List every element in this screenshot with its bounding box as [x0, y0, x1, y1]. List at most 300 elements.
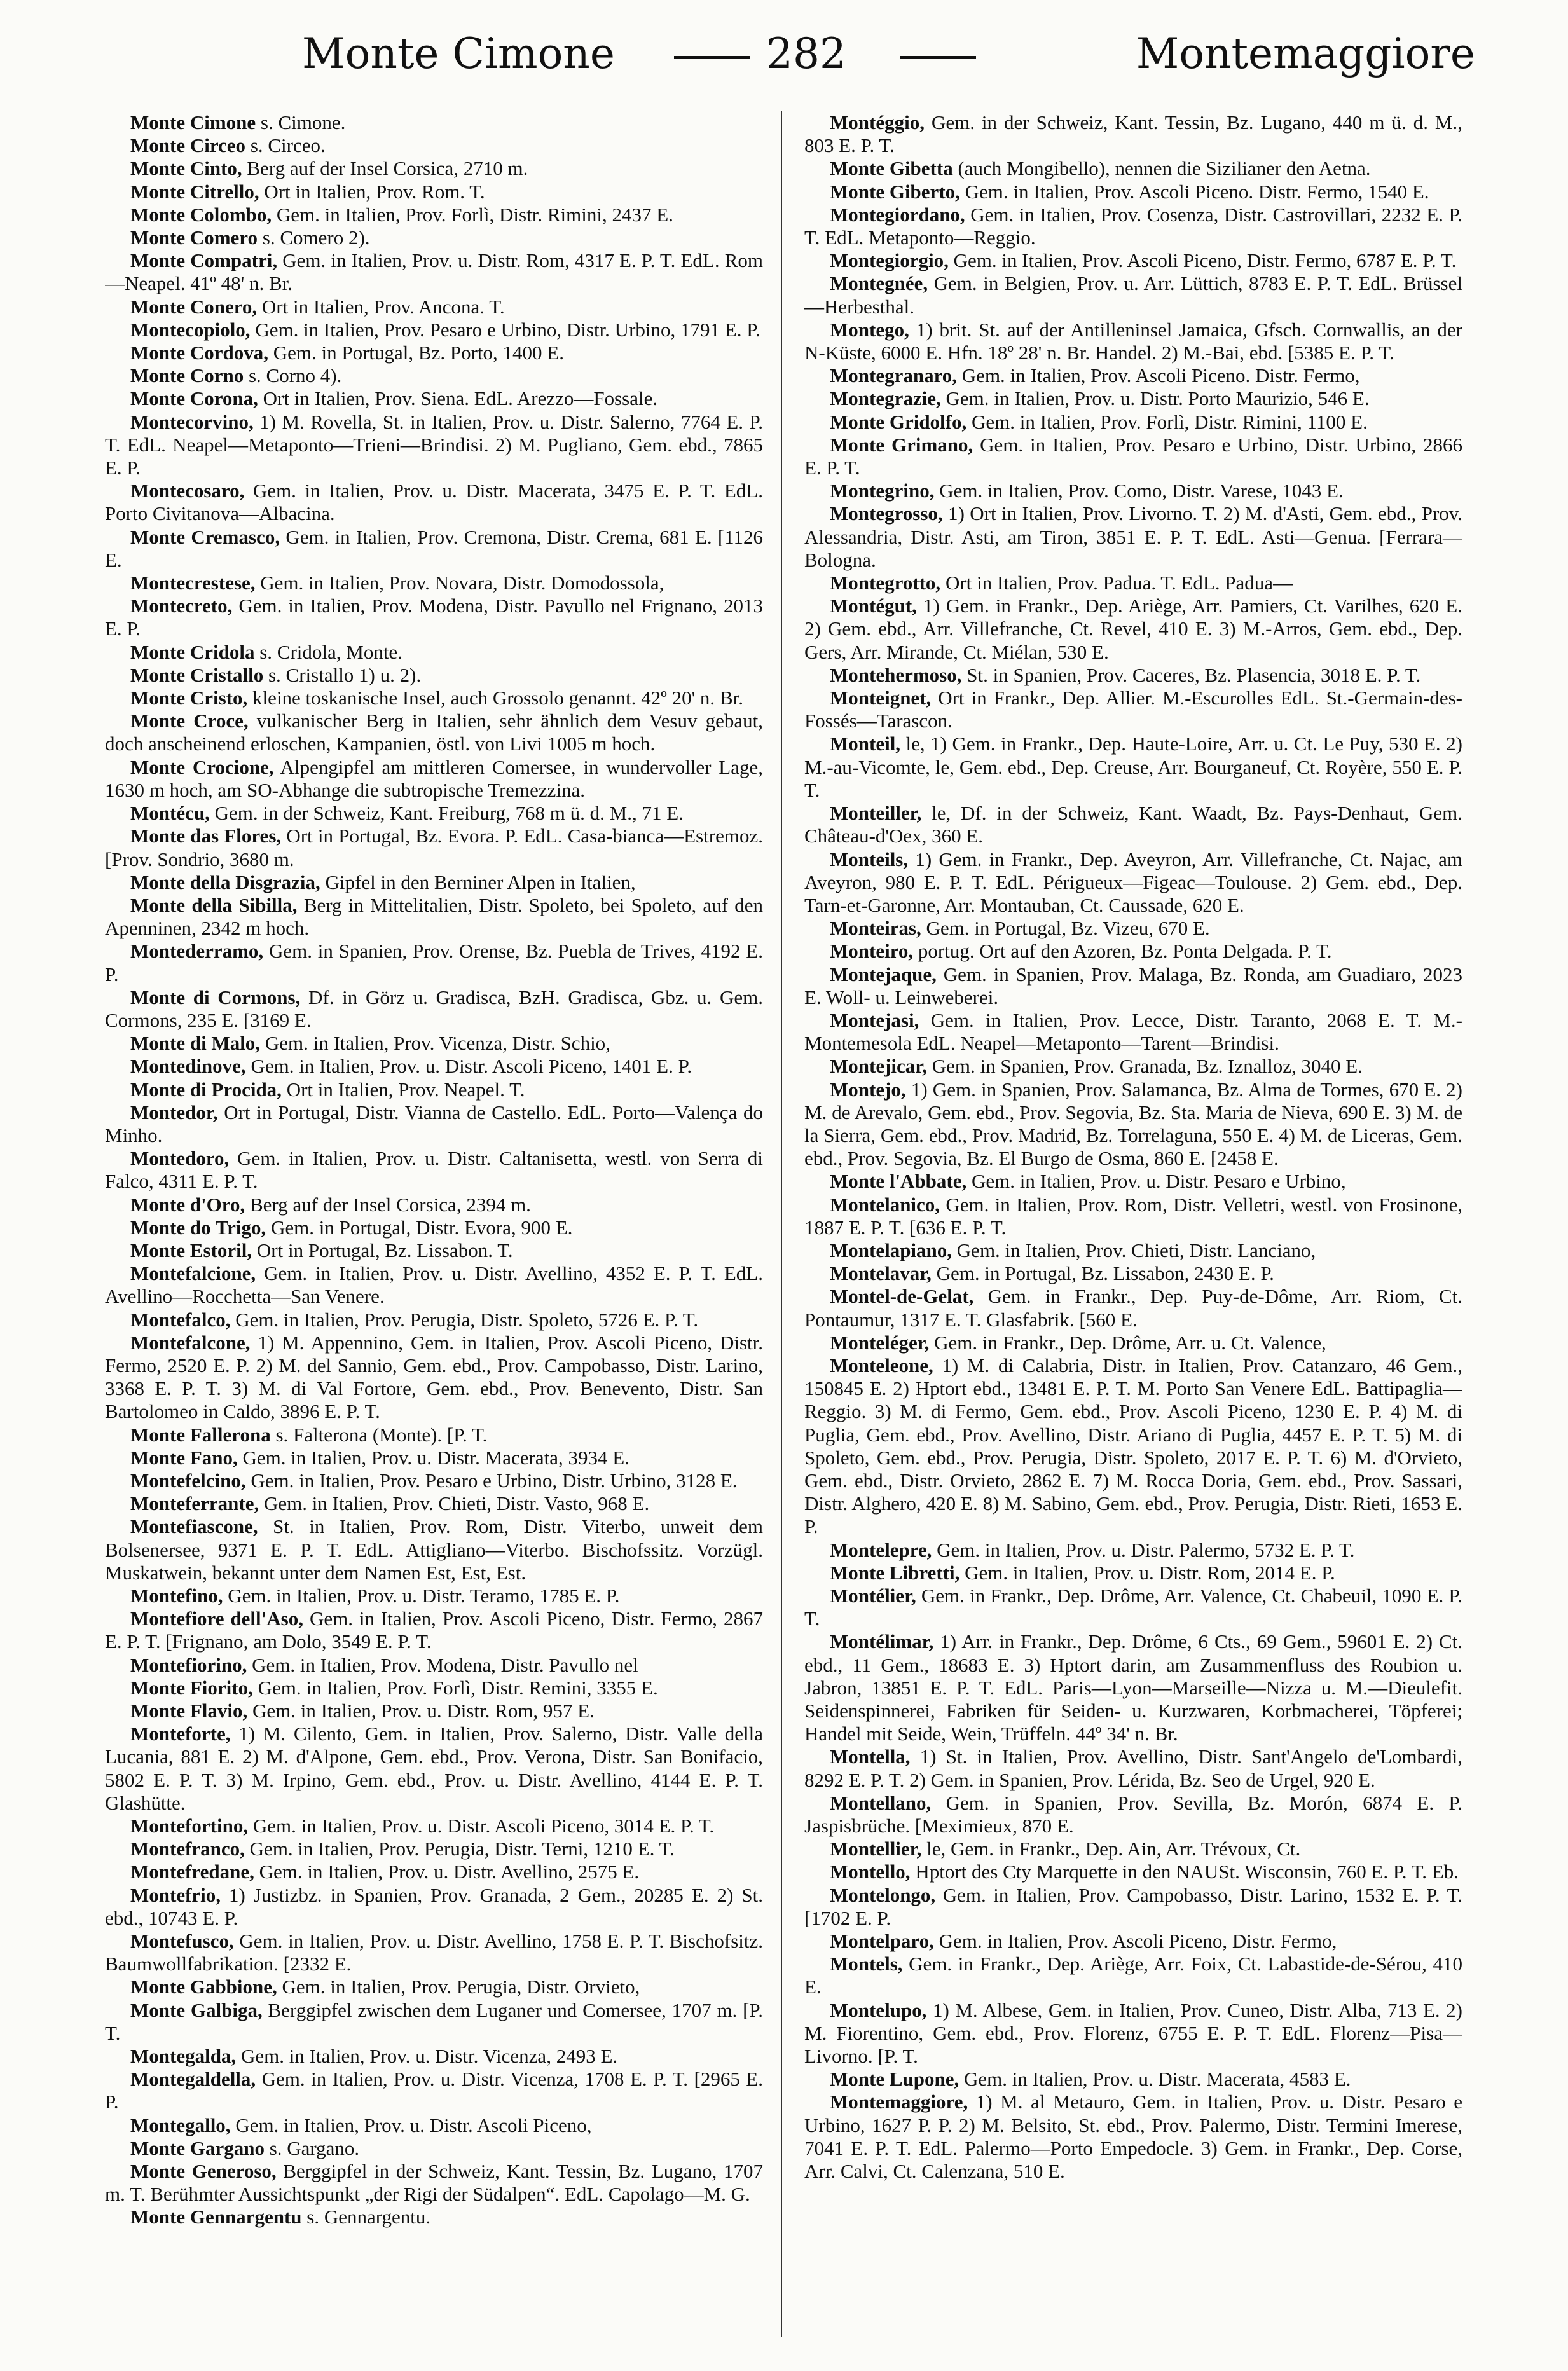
- entry-text: Gem. in Italien, Prov. u. Distr. Rom, 4317 E. P. T. EdL. Rom—Neapel. 41º 48' n. Br.: [105, 249, 763, 295]
- entry-text: Gem. in Italien, Prov. Pesaro e Urbino, Distr. Urbino, 1791 E. P.: [250, 318, 760, 341]
- entry-text: s. Gennargentu.: [301, 2206, 431, 2229]
- entry-headword: Monte Gargano: [130, 2136, 265, 2159]
- dictionary-entry: [105, 664, 763, 687]
- entry-headword: Montefalco,: [130, 1308, 231, 1331]
- page-header: [111, 25, 1497, 83]
- entry-headword: Montedoro,: [130, 1147, 230, 1170]
- dictionary-entry: [105, 1424, 763, 1447]
- entry-headword: Montego,: [830, 318, 909, 341]
- entry-headword: Montedor,: [130, 1101, 218, 1124]
- entry-headword: Monte das Flores,: [130, 825, 282, 848]
- entry-text: Gipfel in den Berniner Alpen in Italien,: [320, 870, 636, 893]
- entry-headword: Monte d'Oro,: [130, 1193, 245, 1216]
- dictionary-entry: [804, 917, 1462, 940]
- dictionary-entry: [804, 411, 1462, 434]
- entry-text: 1) Gem. in Frankr., Dep. Ariège, Arr. Pamiers, Ct. Varilhes, 620 E. 2) Gem. ebd., Arr. Villefranche, Ct. Revel, 410 E. 3) M.-Arros, Gem. ebd., Dep. Gers, Arr. Mirande, Ct. Miélan, 530 E.: [804, 594, 1462, 663]
- entry-text: 1) M. Rovella, St. in Italien, Prov. u. Distr. Salerno, 7764 E. P. T. EdL. Neapel—Metaponto—Trieni—Brindisi. 2) M. Pugliano, Gem. ebd., 7865 E. P.: [105, 410, 763, 479]
- entry-text: s. Cimone.: [256, 111, 346, 134]
- entry-headword: Monte Cristallo: [130, 663, 264, 686]
- dictionary-entry: [105, 1815, 763, 1838]
- dictionary-entry: [105, 940, 763, 986]
- entry-text: Gem. in Italien, Prov. Campobasso, Distr. Larino, 1532 E. P. T. [1702 E. P.: [804, 1883, 1462, 1929]
- entry-text: Ort in Portugal, Bz. Evora. P. EdL. Casa-bianca—Estremoz. [Prov. Sondrio, 3680 m.: [105, 825, 763, 870]
- dictionary-entry: [804, 319, 1462, 364]
- entry-headword: Montecopiolo,: [130, 318, 251, 341]
- dictionary-entry: [105, 2068, 763, 2113]
- entry-headword: Montecrestese,: [130, 572, 256, 594]
- entry-headword: Montégut,: [830, 594, 917, 617]
- dictionary-entry: [105, 1654, 763, 1677]
- entry-headword: Montefusco,: [130, 1930, 234, 1953]
- dictionary-entry: [105, 1884, 763, 1930]
- dictionary-entry: [804, 1584, 1462, 1630]
- entry-headword: Montecorvino,: [130, 410, 254, 433]
- entry-text: s. Cristallo 1) u. 2).: [263, 663, 422, 686]
- entry-text: s. Corno 4).: [244, 364, 342, 387]
- entry-text: Gem. in Italien, Prov. Ascoli Piceno. Distr. Fermo, 1540 E.: [959, 180, 1429, 203]
- dictionary-entry: [105, 203, 763, 226]
- entry-text: Gem. in Portugal, Bz. Porto, 1400 E.: [268, 341, 564, 364]
- entry-headword: Montellier,: [830, 1838, 922, 1860]
- dictionary-entry: [105, 2045, 763, 2068]
- dictionary-entry: [804, 272, 1462, 318]
- entry-text: kleine toskanische Insel, auch Grossolo genannt. 42º 20' n. Br.: [247, 687, 743, 710]
- entry-headword: Monte Corno: [130, 364, 244, 387]
- entry-text: Df. in Görz u. Gradisca, BzH. Gradisca, Gbz. u. Gem. Cormons, 235 E. [3169 E.: [105, 986, 763, 1031]
- dictionary-entry: [105, 1055, 763, 1078]
- dictionary-entry: [804, 1078, 1462, 1171]
- entry-headword: Montegrotto,: [830, 572, 941, 594]
- entry-headword: Montegaldella,: [130, 2068, 256, 2091]
- dictionary-entry: [105, 319, 763, 341]
- entry-headword: Monteiro,: [830, 940, 914, 963]
- dictionary-entry: [105, 1469, 763, 1492]
- entry-text: Gem. in Frankr., Dep. Puy-de-Dôme, Arr. Riom, Ct. Pontaumur, 1317 E. T. Glasfabrik. [560 E.: [804, 1285, 1462, 1331]
- entry-headword: Monte Generoso,: [130, 2160, 277, 2183]
- dictionary-entry: [804, 1860, 1462, 1883]
- dictionary-entry: [804, 249, 1462, 272]
- entry-text: Gem. in Italien, Prov. Ascoli Piceno, Distr. Fermo, 6787 E. P. T.: [948, 249, 1457, 272]
- entry-headword: Monteils,: [830, 848, 909, 870]
- entry-headword: Montefalcone,: [130, 1331, 251, 1354]
- entry-text: Gem. in Frankr., Dep. Drôme, Arr. u. Ct. Valence,: [929, 1331, 1326, 1354]
- entry-headword: Montegiordano,: [830, 203, 965, 226]
- entry-headword: Monte Grimano,: [830, 433, 973, 456]
- dictionary-entry: [804, 502, 1462, 572]
- entry-text: s. Circeo.: [245, 134, 326, 157]
- entry-text: Berg auf der Insel Corsica, 2394 m.: [245, 1193, 531, 1216]
- entry-text: Gem. in Italien, Prov. Forlì, Distr. Rimini, 2437 E.: [272, 203, 673, 226]
- entry-text: 1) M. Albese, Gem. in Italien, Prov. Cuneo, Distr. Alba, 713 E. 2) M. Fiorentino, Gem. ebd., Prov. Florenz, 6755 E. P. T. EdL. Florenz—Pisa—Livorno. [P. T.: [804, 1998, 1462, 2068]
- entry-headword: Monteiras,: [830, 917, 921, 940]
- entry-headword: Montefino,: [130, 1584, 223, 1607]
- entry-text: Ort in Italien, Prov. Ancona. T.: [257, 295, 505, 318]
- header-dash-right: [900, 56, 976, 59]
- entry-text: Ort in Portugal, Distr. Vianna de Castello. EdL. Porto—Valença do Minho.: [105, 1101, 763, 1146]
- entry-text: Gem. in Italien, Prov. Rom, Distr. Velletri, westl. von Frosinone, 1887 E. P. T. [636 E. P. T.: [804, 1193, 1462, 1239]
- dictionary-entry: [804, 1170, 1462, 1193]
- entry-text: Gem. in Italien, Prov. u. Distr. Palermo, 5732 E. P. T.: [932, 1538, 1355, 1561]
- entry-text: Gem. in Italien, Prov. u. Distr. Rom, 2014 E. P.: [959, 1561, 1335, 1584]
- dictionary-entry: [105, 134, 763, 157]
- entry-headword: Montello,: [830, 1860, 911, 1883]
- entry-text: Gem. in Italien, Prov. u. Distr. Ascoli Piceno,: [230, 2113, 592, 2136]
- entry-text: Gem. in Belgien, Prov. u. Arr. Lüttich, 8783 E. P. T. EdL. Brüssel—Herbesthal.: [804, 272, 1462, 318]
- running-head-left: Monte Cimone: [302, 29, 615, 78]
- dictionary-entry: [105, 111, 763, 134]
- entry-text: Gem. in Italien, Prov. Modena, Distr. Pavullo nel: [247, 1653, 638, 1676]
- entry-headword: Monte Gridolfo,: [830, 410, 967, 433]
- dictionary-entry: [804, 1055, 1462, 1078]
- entry-headword: Monteignet,: [830, 687, 932, 710]
- entry-headword: Montefortino,: [130, 1815, 249, 1838]
- entry-headword: Monte della Sibilla,: [130, 893, 298, 916]
- dictionary-entry: [105, 1147, 763, 1193]
- entry-text: Gem. in Italien, Prov. Cosenza, Distr. Castrovillari, 2232 E. P. T. EdL. Metaponto—Reggio.: [804, 203, 1462, 249]
- dictionary-entry: [105, 411, 763, 480]
- entry-headword: Monte Giberto,: [830, 180, 960, 203]
- entry-text: le, Gem. in Frankr., Dep. Ain, Arr. Trévoux, Ct.: [921, 1838, 1301, 1860]
- dictionary-entry: [105, 1447, 763, 1469]
- entry-headword: Montecosaro,: [130, 479, 245, 502]
- dictionary-entry: [804, 1745, 1462, 1791]
- entry-headword: Montelepre,: [830, 1538, 932, 1561]
- entry-headword: Monte della Disgrazia,: [130, 870, 320, 893]
- entry-text: Hptort des Cty Marquette in den NAUSt. Wisconsin, 760 E. P. T. Eb.: [910, 1860, 1459, 1883]
- dictionary-entry: [804, 479, 1462, 502]
- entry-headword: Monte di Cormons,: [130, 986, 301, 1008]
- entry-text: le, 1) Gem. in Frankr., Dep. Haute-Loire, Arr. u. Ct. Le Puy, 530 E. 2) M.-au-Vicomte, le, Gem. ebd., Dep. Creuse, Arr. Bourganeuf, Ct. Royère, 550 E. P. T.: [804, 732, 1462, 801]
- dictionary-entry: [105, 2160, 763, 2206]
- entry-text: 1) M. Cilento, Gem. in Italien, Prov. Salerno, Distr. Valle della Lucania, 881 E. 2) M. d'Alpone, Gem. ebd., Prov. Verona, Distr. San Bonifacio, 5802 E. P. T. 3) M. Irpino, Gem. ebd., Prov. u. Distr. Avellino, 4144 E. P. T. Glashütte.: [105, 1722, 763, 1814]
- entry-headword: Monte Crocione,: [130, 755, 274, 778]
- entry-headword: Monte do Trigo,: [130, 1216, 266, 1239]
- column-divider: [781, 111, 782, 2337]
- dictionary-entry: [804, 1630, 1462, 1745]
- entry-headword: Monte Gibetta: [830, 157, 953, 180]
- entry-headword: Monte Cinto,: [130, 157, 242, 180]
- dictionary-entry: [105, 1032, 763, 1055]
- entry-headword: Monte Gabbione,: [130, 1976, 277, 1998]
- entry-text: Gem. in Italien, Prov. u. Distr. Avellino, 2575 E.: [254, 1860, 640, 1883]
- entry-headword: Montelavar,: [830, 1262, 932, 1285]
- entry-text: Gem. in Italien, Prov. Lecce, Distr. Taranto, 2068 E. T. M.-Montemesola EdL. Neapel—Metaponto—Tarent—Brindisi.: [804, 1008, 1462, 1055]
- entry-text: Ort in Italien, Prov. Padua. T. EdL. Padua—: [940, 572, 1293, 594]
- entry-headword: Montelongo,: [830, 1883, 936, 1906]
- entry-headword: Montella,: [830, 1745, 911, 1768]
- dictionary-entry: [105, 1677, 763, 1700]
- dictionary-entry: [105, 1309, 763, 1331]
- entry-text: Gem. in Italien, Prov. Pesaro e Urbino, Distr. Urbino, 2866 E. P. T.: [804, 433, 1462, 479]
- dictionary-entry: [804, 802, 1462, 848]
- entry-text: portug. Ort auf den Azoren, Bz. Ponta Delgada. P. T.: [913, 940, 1332, 963]
- entry-headword: Monteleone,: [830, 1354, 933, 1377]
- entry-headword: Monte Fallerona: [130, 1423, 271, 1446]
- entry-headword: Montejicar,: [830, 1055, 927, 1078]
- entry-text: Gem. in Frankr., Dep. Ariège, Arr. Foix, Ct. Labastide-de-Sérou, 410 E.: [804, 1953, 1462, 1998]
- dictionary-entry: [804, 594, 1462, 664]
- dictionary-entry: [105, 594, 763, 640]
- entry-text: s. Falterona (Monte). [P. T.: [270, 1423, 488, 1446]
- entry-text: Gem. in Portugal, Distr. Evora, 900 E.: [266, 1216, 573, 1239]
- entry-text: Ort in Italien, Prov. Neapel. T.: [281, 1078, 525, 1101]
- entry-headword: Monte Comero: [130, 226, 258, 249]
- header-dash-left: [674, 56, 750, 59]
- dictionary-entry: [105, 249, 763, 295]
- entry-text: Gem. in Italien, Prov. Modena, Distr. Pavullo nel Frignano, 2013 E. P.: [105, 594, 763, 640]
- entry-headword: Monteferrante,: [130, 1492, 259, 1515]
- entry-text: Berggipfel in der Schweiz, Kant. Tessin, Bz. Lugano, 1707 m. T. Berühmter Aussichtspunkt „der Rigi der Südalpen“. EdL. Capolago—M. G.: [105, 2160, 763, 2206]
- dictionary-entry: [804, 1239, 1462, 1262]
- entry-headword: Monte Fiorito,: [130, 1676, 253, 1699]
- entry-headword: Monte Conero,: [130, 295, 258, 318]
- entry-headword: Monte Flavio,: [130, 1700, 248, 1722]
- entry-text: (auch Mongibello), nennen die Sizilianer den Aetna.: [952, 157, 1371, 180]
- entry-text: Gem. in Italien, Prov. u. Distr. Vicenza, 2493 E.: [236, 2045, 618, 2068]
- entry-headword: Montels,: [830, 1953, 903, 1976]
- dictionary-entry: [804, 1999, 1462, 2068]
- entry-headword: Montegalda,: [130, 2045, 237, 2068]
- dictionary-entry: [105, 1999, 763, 2045]
- dictionary-entry: [804, 664, 1462, 687]
- dictionary-entry: [804, 111, 1462, 157]
- dictionary-entry: [804, 2068, 1462, 2091]
- entry-text: Ort in Portugal, Bz. Lissabon. T.: [252, 1239, 513, 1261]
- entry-text: Gem. in Italien, Prov. Ascoli Piceno. Distr. Fermo,: [957, 364, 1360, 387]
- dictionary-entry: [105, 1700, 763, 1722]
- dictionary-entry: [105, 1216, 763, 1239]
- dictionary-entry: [105, 756, 763, 802]
- entry-headword: Monte di Malo,: [130, 1032, 261, 1055]
- entry-headword: Monte Gennargentu: [130, 2206, 302, 2229]
- dictionary-entry: [105, 1078, 763, 1101]
- dictionary-entry: [804, 1539, 1462, 1562]
- entry-text: Gem. in Italien, Prov. Cremona, Distr. Crema, 681 E. [1126 E.: [105, 525, 763, 571]
- entry-text: Berg auf der Insel Corsica, 2710 m.: [242, 157, 528, 180]
- entry-text: Gem. in Italien, Prov. u. Distr. Macerata, 3934 E.: [237, 1446, 629, 1469]
- entry-headword: Montegrosso,: [830, 502, 943, 525]
- entry-text: 1) Gem. in Spanien, Prov. Salamanca, Bz. Alma de Tormes, 670 E. 2) M. de Arevalo, Gem. ebd., Prov. Segovia, Bz. Sta. Maria de Nieva, 690 E. 3) M. de la Sierra, Gem. ebd., Prov. Madrid, Bz. Torrelaguna, 550 E. 4) M. de Liceras, Gem. ebd., Prov. Segovia, Bz. El Burgo de Osma, 860 E. [2458 E.: [804, 1078, 1462, 1170]
- entry-text: s. Cridola, Monte.: [254, 640, 402, 663]
- entry-headword: Monte Cimone: [130, 111, 256, 134]
- dictionary-entry: [804, 963, 1462, 1009]
- dictionary-entry: [804, 1331, 1462, 1354]
- entry-headword: Montélier,: [830, 1584, 916, 1607]
- running-head-right: Montemaggiore: [1136, 29, 1475, 78]
- entry-headword: Montejasi,: [830, 1008, 919, 1031]
- dictionary-entry: [105, 1930, 763, 1976]
- entry-text: Gem. in der Schweiz, Kant. Freiburg, 768 m ü. d. M., 71 E.: [209, 802, 684, 825]
- left-column: [105, 111, 763, 2343]
- entry-text: Gem. in Italien, Prov. Perugia, Distr. Orvieto,: [277, 1976, 640, 1998]
- dictionary-entry: [105, 2114, 763, 2137]
- entry-text: 1) Gem. in Frankr., Dep. Aveyron, Arr. Villefranche, Ct. Najac, am Aveyron, 980 E. P. T. EdL. Périgueux—Figeac—Toulouse. 2) Gem. ebd., Dep. Tarn-et-Garonne, Arr. Montauban, Ct. Caussade, 620 E.: [804, 848, 1462, 916]
- dictionary-entry: [804, 1953, 1462, 1998]
- dictionary-entry: [105, 1515, 763, 1584]
- dictionary-entry: [105, 1492, 763, 1515]
- dictionary-entry: [804, 203, 1462, 249]
- entry-headword: Montegranaro,: [830, 364, 958, 387]
- entry-text: Gem. in Italien, Prov. u. Distr. Macerata, 4583 E.: [959, 2068, 1351, 2091]
- entry-headword: Monte Libretti,: [830, 1561, 960, 1584]
- entry-headword: Montederramo,: [130, 940, 264, 963]
- entry-text: St. in Spanien, Prov. Caceres, Bz. Plasencia, 3018 E. P. T.: [961, 663, 1421, 686]
- entry-text: s. Comero 2).: [258, 226, 370, 249]
- entry-headword: Montefalcione,: [130, 1262, 256, 1285]
- dictionary-entry: [105, 802, 763, 825]
- entry-headword: Montegrazie,: [830, 387, 941, 410]
- dictionary-entry: [804, 732, 1462, 802]
- entry-headword: Monte di Procida,: [130, 1078, 282, 1101]
- entry-text: Ort in Frankr., Dep. Allier. M.-Escurolles EdL. St.-Germain-des-Fossés—Tarascon.: [804, 687, 1462, 732]
- entry-headword: Montefranco,: [130, 1838, 245, 1860]
- entry-text: Gem. in Italien, Prov. u. Distr. Avellino, 1758 E. P. T. Bischofsitz. Baumwollfabrikation. [2332 E.: [105, 1930, 763, 1976]
- entry-headword: Monte Corona,: [130, 387, 258, 410]
- entry-headword: Monte Cordova,: [130, 341, 268, 364]
- entry-text: Gem. in Italien, Prov. Ascoli Piceno, Distr. Fermo,: [933, 1930, 1337, 1953]
- dictionary-entry: [804, 434, 1462, 479]
- dictionary-entry: [804, 1562, 1462, 1584]
- dictionary-entry: [105, 710, 763, 755]
- entry-headword: Monte Fano,: [130, 1446, 238, 1469]
- entry-text: le, Df. in der Schweiz, Kant. Waadt, Bz. Pays-Denhaut, Gem. Château-d'Oex, 360 E.: [804, 802, 1462, 848]
- entry-text: Gem. in Italien, Prov. u. Distr. Rom, 957 E.: [247, 1700, 595, 1722]
- entry-text: 1) M. al Metauro, Gem. in Italien, Prov. u. Distr. Pesaro e Urbino, 1627 P. P. 2) M. Belsito, St. ebd., Prov. Palermo, Distr. Termini Imerese, 7041 E. P. T. EdL. Palermo—Porto Empedocle. 3) Gem. in Frankr., Dep. Corse, Arr. Calvi, Ct. Calenzana, 510 E.: [804, 2091, 1462, 2183]
- entry-text: Alpengipfel am mittleren Comersee, in wundervoller Lage, 1630 m hoch, am SO-Abhange die subtropische Tremezzina.: [105, 755, 763, 801]
- dictionary-entry: [804, 1009, 1462, 1055]
- dictionary-entry: [105, 1607, 763, 1653]
- entry-text: 1) Arr. in Frankr., Dep. Drôme, 6 Cts., 69 Gem., 59601 E. 2) Ct. ebd., 11 Gem., 18683 E. 3) Hptort darin, am Zusammenfluss des Roubion u. Jabron, 13851 E. P. T. EdL. Paris—Lyon—Marseille—Nizza u. M.—Dieulefit. Seidenspinnerei, Fabriken für Seiden- u. Kurzwaren, Korbmacherei, Töpferei; Handel mit Seide, Wein, Trüffeln. 44º 34' n. Br.: [804, 1630, 1462, 1745]
- entry-text: Gem. in Italien, Prov. Vicenza, Distr. Schio,: [260, 1032, 610, 1055]
- entry-text: Gem. in Italien, Prov. u. Distr. Ascoli Piceno, 1401 E. P.: [245, 1055, 692, 1078]
- entry-headword: Montelapiano,: [830, 1239, 952, 1261]
- entry-text: Gem. in Portugal, Bz. Vizeu, 670 E.: [921, 917, 1210, 940]
- entry-text: Berggipfel zwischen dem Luganer und Comersee, 1707 m. [P. T.: [105, 1998, 763, 2044]
- entry-headword: Montelanico,: [830, 1193, 940, 1216]
- entry-headword: Montellano,: [830, 1791, 932, 1814]
- entry-text: Gem. in Frankr., Dep. Drôme, Arr. Valence, Ct. Chabeuil, 1090 E. P. T.: [804, 1584, 1462, 1630]
- dictionary-entry: [105, 1331, 763, 1424]
- entry-text: Berg in Mittelitalien, Distr. Spoleto, bei Spoleto, auf den Apenninen, 2342 m hoch.: [105, 893, 763, 940]
- dictionary-entry: [804, 1193, 1462, 1239]
- dictionary-entry: [804, 1792, 1462, 1838]
- entry-text: Gem. in Italien, Prov. u. Distr. Macerata, 3475 E. P. T. EdL. Porto Civitanova—Albacina.: [105, 479, 763, 525]
- entry-text: Gem. in der Schweiz, Kant. Tessin, Bz. Lugano, 440 m ü. d. M., 803 E. P. T.: [804, 111, 1462, 157]
- dictionary-entry: [105, 341, 763, 364]
- entry-text: Gem. in Spanien, Prov. Sevilla, Bz. Morón, 6874 E. P. Jaspisbrüche. [Meximieux, 870 E.: [804, 1791, 1462, 1838]
- dictionary-entry: [105, 871, 763, 894]
- dictionary-entry: [804, 1285, 1462, 1331]
- dictionary-entry: [105, 364, 763, 387]
- entry-headword: Montéggio,: [830, 111, 925, 134]
- entry-text: Gem. in Italien, Prov. u. Distr. Teramo, 1785 E. P.: [223, 1584, 620, 1607]
- entry-headword: Monte Citrello,: [130, 180, 259, 203]
- dictionary-entry: [105, 296, 763, 319]
- entry-text: St. in Italien, Prov. Rom, Distr. Viterbo, unweit dem Bolsenersee, 9371 E. P. T. EdL. Attigliano—Viterbo. Bischofssitz. Vorzügl. Muskatwein, bekannt unter dem Namen Est, Est, Est.: [105, 1515, 763, 1584]
- dictionary-entry: [105, 986, 763, 1032]
- entry-headword: Montegiorgio,: [830, 249, 949, 272]
- entry-text: Gem. in Italien, Prov. u. Distr. Vicenza, 1708 E. P. T. [2965 E. P.: [105, 2068, 763, 2113]
- entry-text: Gem. in Italien, Prov. Ascoli Piceno, Distr. Fermo, 2867 E. P. T. [Frignano, am Dolo, 3549 E. P. T.: [105, 1607, 763, 1653]
- entry-headword: Montegnée,: [830, 272, 928, 295]
- entry-headword: Montemaggiore,: [830, 2091, 968, 2113]
- dictionary-entry: [105, 1584, 763, 1607]
- page-number: 282: [766, 29, 846, 78]
- entry-text: vulkanischer Berg in Italien, sehr ähnlich dem Vesuv gebaut, doch anscheinend erloschen, Kampanien, östl. von Livi 1005 m hoch.: [105, 710, 763, 755]
- entry-text: Gem. in Italien, Prov. u. Distr. Avellino, 4352 E. P. T. EdL. Avellino—Rocchetta—San Venere.: [105, 1262, 763, 1308]
- entry-text: Gem. in Italien, Prov. u. Distr. Pesaro e Urbino,: [966, 1170, 1346, 1193]
- entry-text: 1) Ort in Italien, Prov. Livorno. T. 2) M. d'Asti, Gem. ebd., Prov. Alessandria, Distr. Asti, am Tiron, 3851 E. P. T. EdL. Asti—Genua. [Ferrara—Bologna.: [804, 502, 1462, 571]
- dictionary-entry: [105, 572, 763, 594]
- entry-headword: Montehermoso,: [830, 663, 962, 686]
- dictionary-entry: [804, 1262, 1462, 1285]
- entry-headword: Monteléger,: [830, 1331, 930, 1354]
- dictionary-entry: [804, 1930, 1462, 1953]
- entry-headword: Montel-de-Gelat,: [830, 1285, 974, 1308]
- dictionary-entry: [804, 2091, 1462, 2183]
- dictionary-entry: [105, 894, 763, 940]
- entry-text: Gem. in Italien, Prov. Perugia, Distr. Terni, 1210 E. T.: [244, 1838, 675, 1860]
- entry-text: Gem. in Italien, Prov. Forlì, Distr. Remini, 3355 E.: [252, 1676, 658, 1699]
- entry-text: Gem. in Italien, Prov. Chieti, Distr. Lanciano,: [952, 1239, 1316, 1261]
- entry-text: Gem. in Italien, Prov. Perugia, Distr. Spoleto, 5726 E. P. T.: [230, 1308, 699, 1331]
- entry-headword: Monte Lupone,: [830, 2068, 959, 2091]
- entry-headword: Montejaque,: [830, 963, 937, 986]
- dictionary-entry: [105, 1239, 763, 1262]
- dictionary-entry: [804, 1884, 1462, 1930]
- entry-text: Gem. in Portugal, Bz. Lissabon, 2430 E. P.: [931, 1262, 1274, 1285]
- entry-headword: Monte Croce,: [130, 710, 249, 732]
- entry-text: s. Gargano.: [264, 2136, 360, 2159]
- dictionary-entry: [105, 1101, 763, 1147]
- dictionary-entry: [105, 1860, 763, 1883]
- entry-text: Gem. in Italien, Prov. u. Distr. Porto Maurizio, 546 E.: [940, 387, 1370, 410]
- entry-headword: Montelupo,: [830, 1998, 927, 2021]
- dictionary-entry: [804, 940, 1462, 963]
- dictionary-entry: [105, 687, 763, 710]
- entry-headword: Monte l'Abbate,: [830, 1170, 967, 1193]
- entry-headword: Montefelcino,: [130, 1469, 246, 1492]
- entry-headword: Monte Compatri,: [130, 249, 278, 272]
- entry-text: Ort in Italien, Prov. Siena. EdL. Arezzo—Fossale.: [258, 387, 658, 410]
- dictionary-entry: [804, 1838, 1462, 1860]
- entry-headword: Montefiorino,: [130, 1653, 247, 1676]
- entry-headword: Monte Cristo,: [130, 687, 248, 710]
- entry-text: Gem. in Italien, Prov. u. Distr. Caltanisetta, westl. von Serra di Falco, 4311 E. P. T.: [105, 1147, 763, 1193]
- entry-headword: Monte Galbiga,: [130, 1998, 263, 2021]
- entry-headword: Monte Estoril,: [130, 1239, 252, 1261]
- entry-headword: Monteiller,: [830, 802, 922, 825]
- dictionary-entry: [804, 387, 1462, 410]
- dictionary-entry: [105, 2137, 763, 2160]
- dictionary-entry: [105, 226, 763, 249]
- entry-text: Gem. in Italien, Prov. Chieti, Distr. Vasto, 968 E.: [259, 1492, 650, 1515]
- dictionary-entry: [804, 848, 1462, 917]
- entry-text: 1) Justizbz. in Spanien, Prov. Granada, 2 Gem., 20285 E. 2) St. ebd., 10743 E. P.: [105, 1883, 763, 1929]
- entry-text: Gem. in Italien, Prov. Pesaro e Urbino, Distr. Urbino, 3128 E.: [245, 1469, 738, 1492]
- dictionary-entry: [105, 825, 763, 870]
- dictionary-entry: [105, 1976, 763, 1998]
- dictionary-entry: [804, 364, 1462, 387]
- entry-text: Gem. in Italien, Prov. Novara, Distr. Domodossola,: [255, 572, 664, 594]
- entry-headword: Montedinove,: [130, 1055, 246, 1078]
- entry-headword: Monte Circeo: [130, 134, 246, 157]
- dictionary-entry: [105, 157, 763, 180]
- dictionary-entry: [105, 1722, 763, 1815]
- dictionary-entry: [105, 1838, 763, 1860]
- entry-headword: Monteforte,: [130, 1722, 231, 1745]
- entry-text: Gem. in Italien, Prov. Como, Distr. Varese, 1043 E.: [934, 479, 1344, 502]
